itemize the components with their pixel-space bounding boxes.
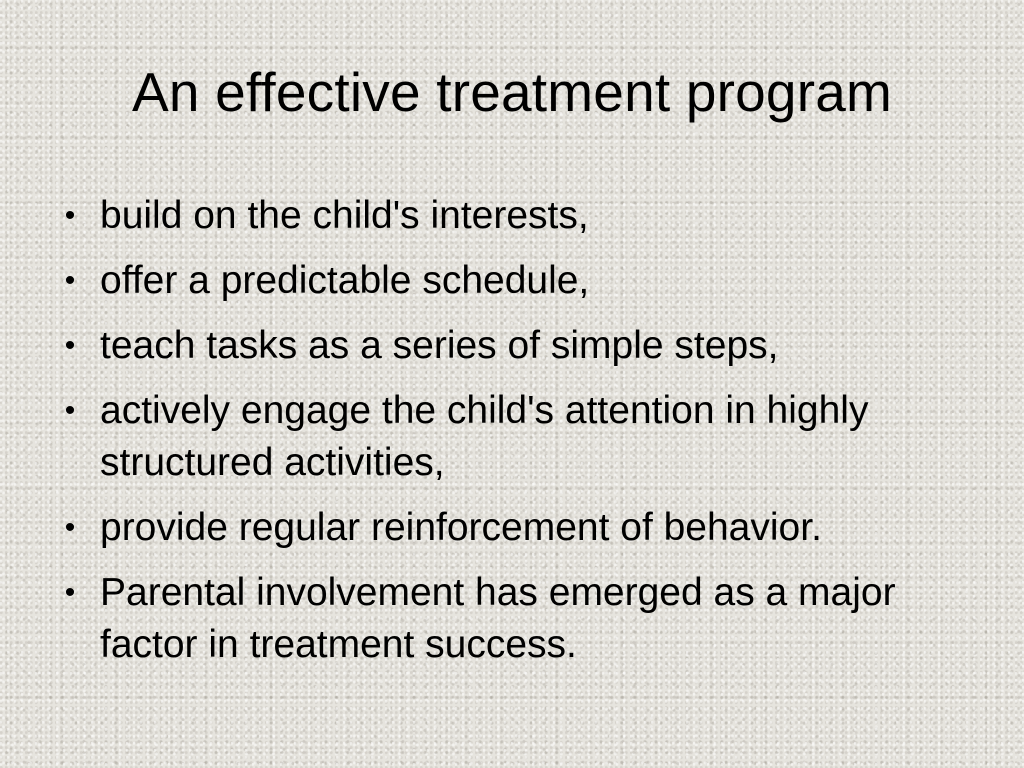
bullet-item-interests xyxy=(58,190,958,242)
bullet-dot-icon: • xyxy=(64,329,76,362)
bullet-dot-icon: • xyxy=(64,576,76,609)
slide-title: An effective treatment program xyxy=(131,61,893,123)
bullet-text: build on the child's interests, xyxy=(100,194,589,237)
bullet-list xyxy=(58,190,958,684)
bullet-dot-icon: • xyxy=(64,264,76,297)
bullet-text: actively engage the child's attention in highly structured activities, xyxy=(100,389,869,484)
bullet-item-parental-involvement xyxy=(58,567,958,671)
bullet-dot-icon: • xyxy=(64,394,76,427)
bullet-item-attention xyxy=(58,385,958,489)
bullet-dot-icon: • xyxy=(64,199,76,232)
bullet-text: provide regular reinforcement of behavior. xyxy=(100,506,822,549)
bullet-text: teach tasks as a series of simple steps, xyxy=(100,324,779,367)
bullet-item-schedule xyxy=(58,255,958,307)
bullet-text: offer a predictable schedule, xyxy=(100,259,590,302)
bullet-text: Parental involvement has emerged as a major factor in treatment success. xyxy=(100,571,896,666)
bullet-item-reinforcement xyxy=(58,502,958,554)
bullet-dot-icon: • xyxy=(64,511,76,544)
bullet-item-steps xyxy=(58,320,958,372)
